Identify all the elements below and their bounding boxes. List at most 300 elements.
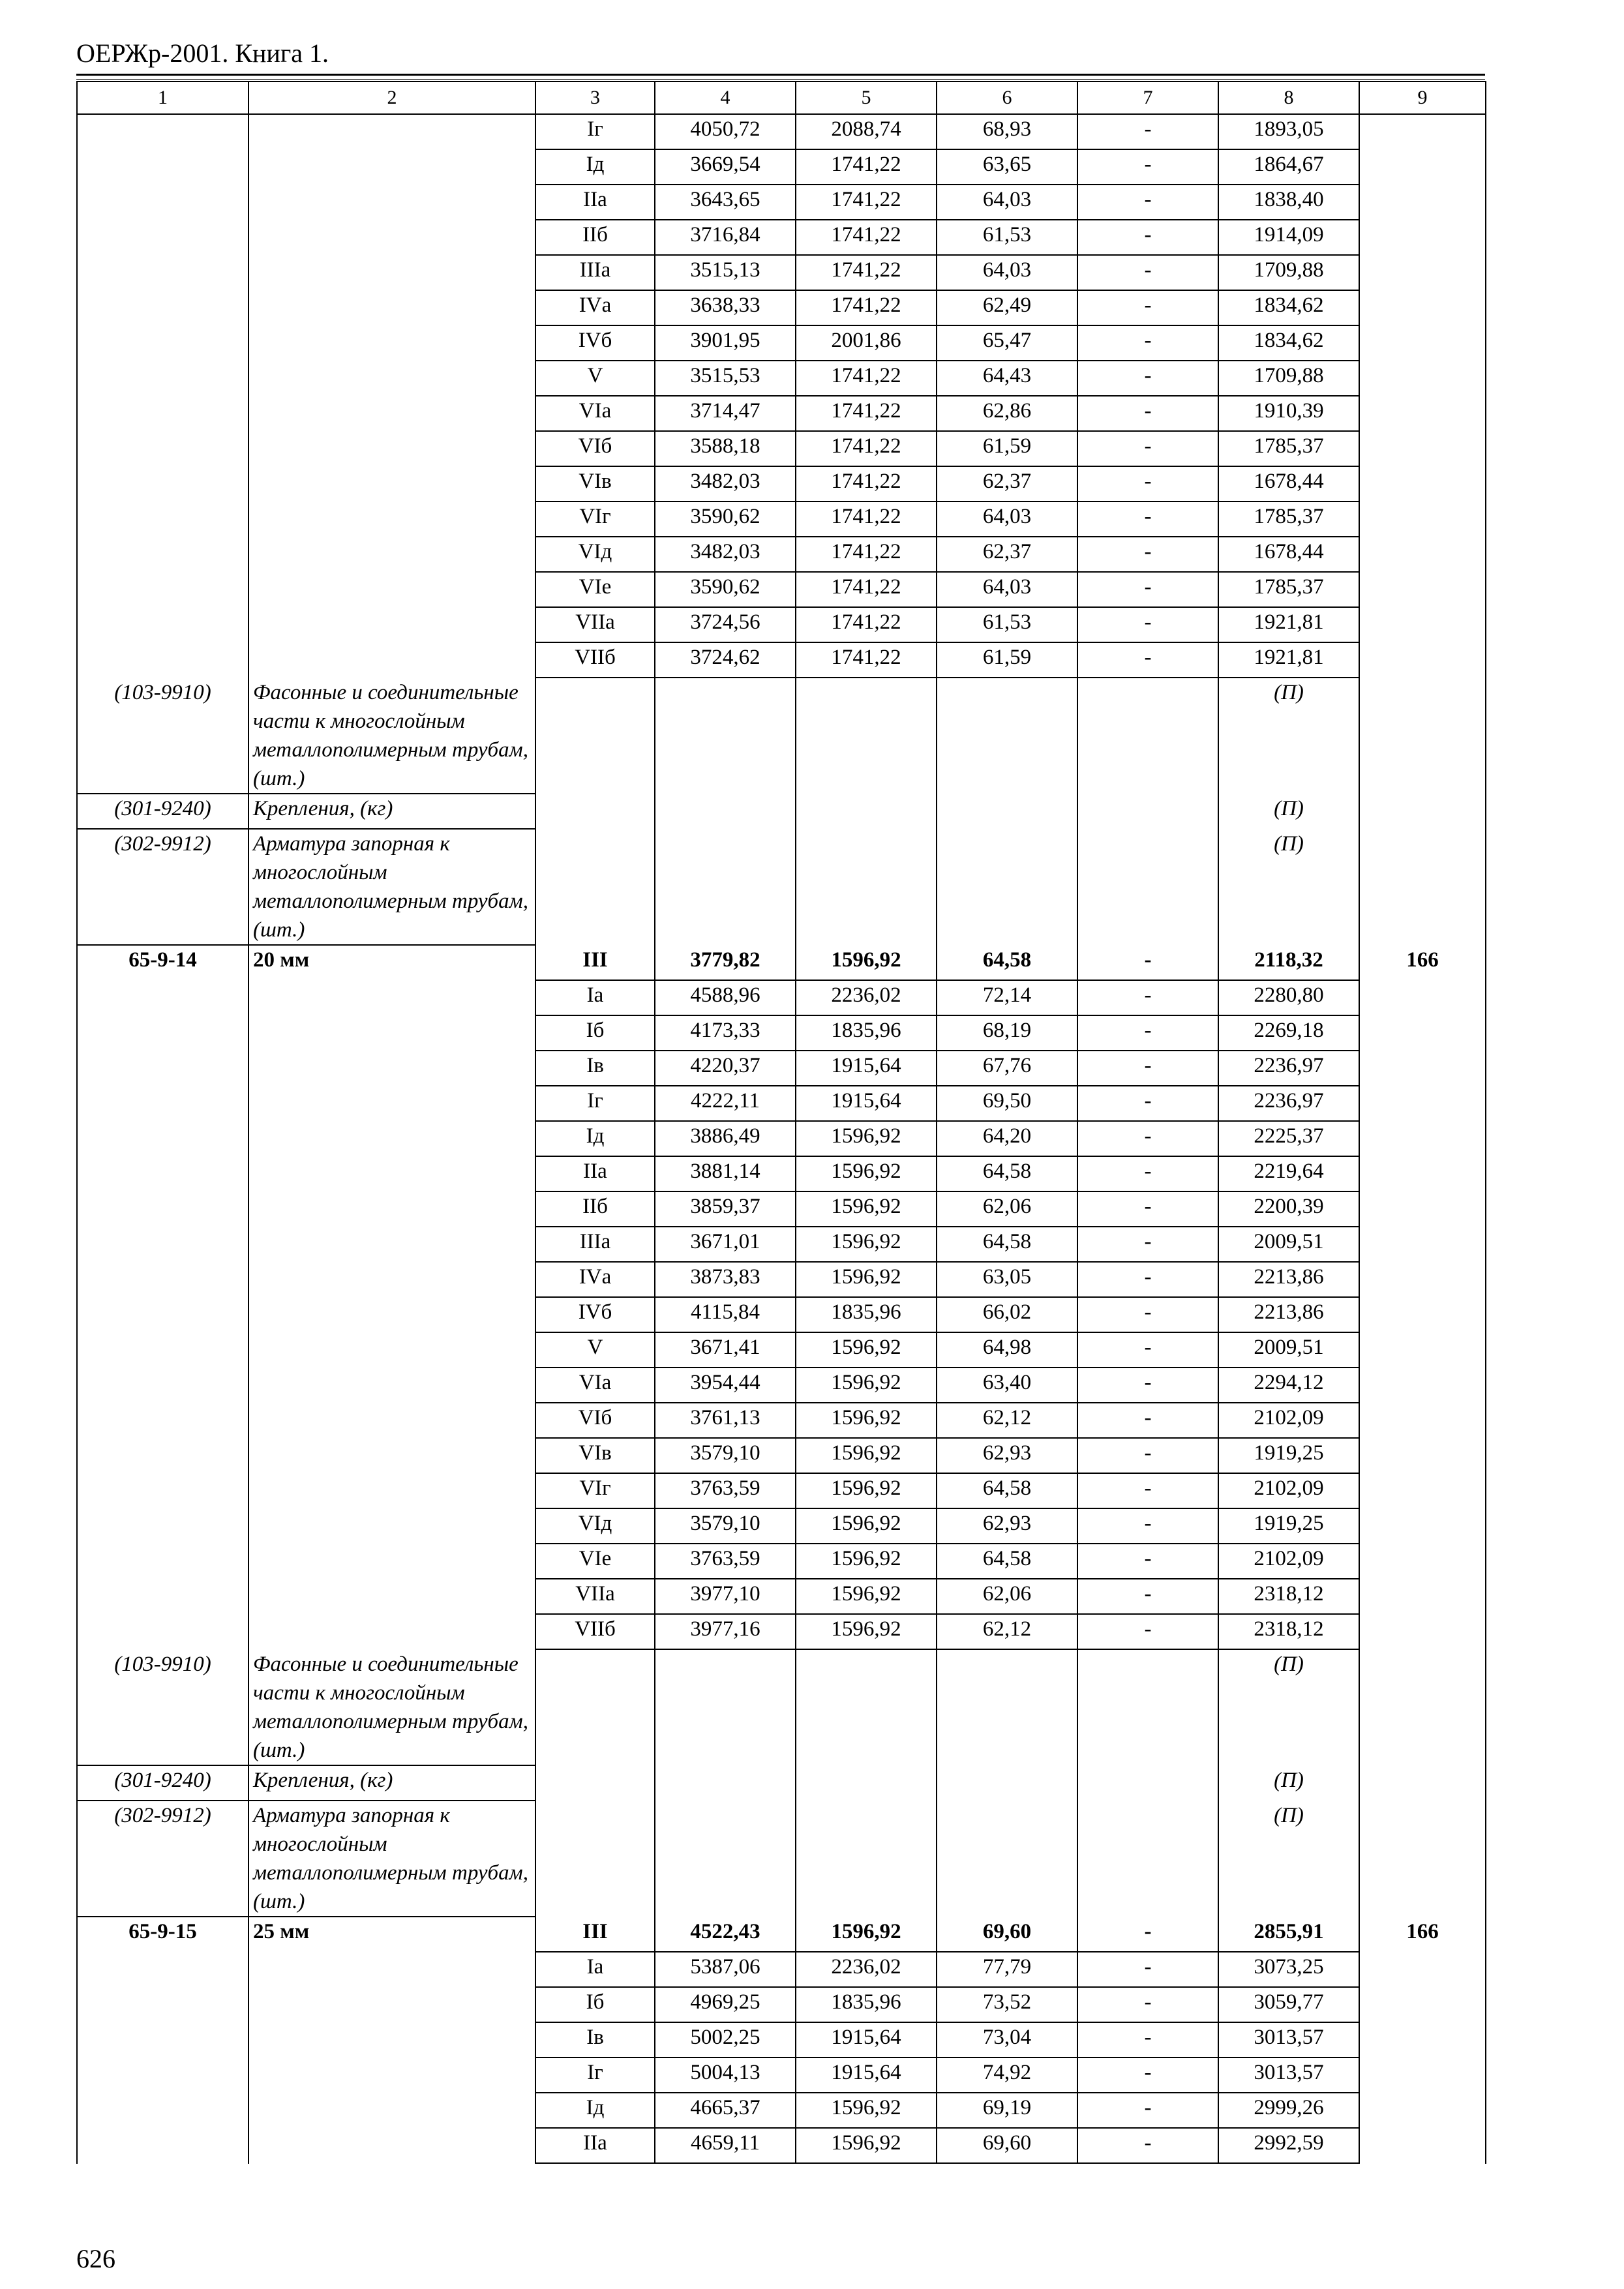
machine-wages-cell: - (1077, 290, 1218, 325)
zone-cell: VIе (535, 572, 655, 607)
machine-wages-cell: - (1077, 1156, 1218, 1191)
machine-cost-cell: 64,58 (937, 945, 1077, 980)
machine-cost-cell: 64,58 (937, 1227, 1077, 1262)
wages-cell: 1596,92 (796, 2093, 937, 2128)
empty-cell (796, 678, 937, 794)
header-rule-thin (76, 79, 1485, 80)
empty-cell (1359, 678, 1486, 794)
wages-cell: 1741,22 (796, 501, 937, 537)
machine-cost-cell: 62,12 (937, 1403, 1077, 1438)
zone-cell: VIIб (535, 1614, 655, 1649)
materials-cell: 2236,97 (1218, 1051, 1359, 1086)
wages-cell: 1915,64 (796, 1051, 937, 1086)
total-cost-cell: 3588,18 (655, 431, 796, 466)
wages-cell: 1741,22 (796, 431, 937, 466)
zone-cell: VIIа (535, 607, 655, 642)
total-cost-cell: 3714,47 (655, 396, 796, 431)
zone-cell: IVа (535, 290, 655, 325)
empty-cell (1359, 829, 1486, 945)
machine-cost-cell: 69,50 (937, 1086, 1077, 1121)
name-cell (248, 114, 535, 678)
materials-cell: 2318,12 (1218, 1614, 1359, 1649)
machine-wages-cell: - (1077, 114, 1218, 149)
materials-cell: 2855,91 (1218, 1917, 1359, 1952)
machine-wages-cell: - (1077, 2022, 1218, 2057)
machine-cost-cell: 68,19 (937, 1015, 1077, 1051)
zone-cell: VIб (535, 1403, 655, 1438)
machine-wages-cell: - (1077, 325, 1218, 361)
machine-cost-cell: 73,04 (937, 2022, 1077, 2057)
materials-cell: 1834,62 (1218, 325, 1359, 361)
table-body (77, 114, 1486, 2163)
machine-cost-cell: 62,49 (937, 290, 1077, 325)
total-cost-cell: 3724,56 (655, 607, 796, 642)
materials-cell: 2225,37 (1218, 1121, 1359, 1156)
machine-cost-cell: 66,02 (937, 1297, 1077, 1332)
machine-wages-cell: - (1077, 185, 1218, 220)
zone-cell: IVа (535, 1262, 655, 1297)
materials-cell: 1919,25 (1218, 1508, 1359, 1544)
materials-cell: 1678,44 (1218, 466, 1359, 501)
zone-cell: V (535, 1332, 655, 1368)
wages-cell: 1596,92 (796, 1473, 937, 1508)
empty-cell (937, 829, 1077, 945)
machine-wages-cell: - (1077, 1227, 1218, 1262)
empty-cell (1359, 794, 1486, 829)
empty-cell (655, 678, 796, 794)
machine-cost-cell: 73,52 (937, 1987, 1077, 2022)
empty-cell (535, 1649, 655, 1765)
zone-cell: Iб (535, 1987, 655, 2022)
material-row (77, 678, 1486, 794)
zone-cell: VIв (535, 1438, 655, 1473)
machine-wages-cell: - (1077, 980, 1218, 1015)
machine-cost-cell: 69,19 (937, 2093, 1077, 2128)
total-cost-cell: 3671,01 (655, 1227, 796, 1262)
machine-cost-cell: 61,59 (937, 642, 1077, 678)
wages-cell: 1596,92 (796, 1917, 937, 1952)
total-cost-cell: 3579,10 (655, 1438, 796, 1473)
zone-cell: VIб (535, 431, 655, 466)
column-number: 3 (535, 82, 655, 114)
machine-wages-cell: - (1077, 945, 1218, 980)
machine-wages-cell: - (1077, 1473, 1218, 1508)
col9-cell (1359, 114, 1486, 678)
total-cost-cell: 3482,03 (655, 537, 796, 572)
empty-cell (655, 1649, 796, 1765)
zone-cell: IIб (535, 220, 655, 255)
wages-cell: 1741,22 (796, 607, 937, 642)
machine-wages-cell: - (1077, 255, 1218, 290)
total-cost-cell: 3515,13 (655, 255, 796, 290)
machine-wages-cell: - (1077, 1015, 1218, 1051)
zone-cell: VIа (535, 396, 655, 431)
machine-wages-cell: - (1077, 1544, 1218, 1579)
machine-cost-cell: 64,03 (937, 501, 1077, 537)
total-cost-cell: 3881,14 (655, 1156, 796, 1191)
empty-cell (937, 794, 1077, 829)
empty-cell (937, 1765, 1077, 1801)
zone-cell: IIа (535, 2128, 655, 2163)
wages-cell: 1596,92 (796, 1191, 937, 1227)
machine-wages-cell: - (1077, 431, 1218, 466)
machine-wages-cell: - (1077, 572, 1218, 607)
wages-cell: 1741,22 (796, 255, 937, 290)
wages-cell: 1741,22 (796, 572, 937, 607)
material-row (77, 829, 1486, 945)
material-code: (301-9240) (77, 794, 248, 829)
materials-cell: 2219,64 (1218, 1156, 1359, 1191)
empty-cell (1077, 794, 1218, 829)
zone-cell: VIIа (535, 1579, 655, 1614)
machine-wages-cell: - (1077, 1368, 1218, 1403)
machine-cost-cell: 64,03 (937, 185, 1077, 220)
material-note: (П) (1218, 1765, 1359, 1801)
machine-wages-cell: - (1077, 1987, 1218, 2022)
machine-cost-cell: 62,06 (937, 1191, 1077, 1227)
wages-cell: 1596,92 (796, 1508, 937, 1544)
zone-cell: VIд (535, 537, 655, 572)
material-code: (103-9910) (77, 678, 248, 794)
wages-cell: 1596,92 (796, 1227, 937, 1262)
machine-cost-cell: 61,53 (937, 607, 1077, 642)
zone-cell: VIг (535, 501, 655, 537)
machine-wages-cell: - (1077, 2128, 1218, 2163)
total-cost-cell: 4050,72 (655, 114, 796, 149)
machine-cost-cell: 64,98 (937, 1332, 1077, 1368)
empty-cell (655, 829, 796, 945)
materials-cell: 1919,25 (1218, 1438, 1359, 1473)
machine-wages-cell: - (1077, 537, 1218, 572)
total-cost-cell: 3515,53 (655, 361, 796, 396)
material-name: Фасонные и соединительные части к многослойным металлополимерным трубам, (шт.) (248, 678, 535, 794)
column-number-row (77, 82, 1486, 114)
wages-cell: 2001,86 (796, 325, 937, 361)
total-cost-cell: 3779,82 (655, 945, 796, 980)
zone-cell: IIа (535, 185, 655, 220)
total-cost-cell: 3590,62 (655, 501, 796, 537)
column-number: 4 (655, 82, 796, 114)
machine-cost-cell: 64,43 (937, 361, 1077, 396)
zone-cell: Iв (535, 1051, 655, 1086)
materials-cell: 3013,57 (1218, 2022, 1359, 2057)
material-name: Арматура запорная к многослойным металлополимерным трубам, (шт.) (248, 1801, 535, 1917)
col9-cell: 166 (1359, 1917, 1486, 2163)
materials-cell: 3059,77 (1218, 1987, 1359, 2022)
materials-cell: 2269,18 (1218, 1015, 1359, 1051)
material-row (77, 1649, 1486, 1765)
zone-cell: VIд (535, 1508, 655, 1544)
machine-wages-cell: - (1077, 1438, 1218, 1473)
material-code: (302-9912) (77, 1801, 248, 1917)
machine-cost-cell: 64,20 (937, 1121, 1077, 1156)
machine-cost-cell: 63,05 (937, 1262, 1077, 1297)
zone-cell: Iг (535, 2057, 655, 2093)
material-note: (П) (1218, 829, 1359, 945)
zone-cell: III (535, 945, 655, 980)
machine-cost-cell: 62,93 (937, 1508, 1077, 1544)
materials-cell: 2102,09 (1218, 1403, 1359, 1438)
zone-cell: IIIа (535, 255, 655, 290)
materials-cell: 3073,25 (1218, 1952, 1359, 1987)
zone-cell: VIIб (535, 642, 655, 678)
wages-cell: 1596,92 (796, 1614, 937, 1649)
wages-cell: 1741,22 (796, 396, 937, 431)
wages-cell: 1596,92 (796, 1156, 937, 1191)
machine-cost-cell: 64,03 (937, 255, 1077, 290)
total-cost-cell: 5002,25 (655, 2022, 796, 2057)
total-cost-cell: 3724,62 (655, 642, 796, 678)
empty-cell (535, 829, 655, 945)
total-cost-cell: 5387,06 (655, 1952, 796, 1987)
column-number: 6 (937, 82, 1077, 114)
wages-cell: 1741,22 (796, 642, 937, 678)
material-note: (П) (1218, 794, 1359, 829)
wages-cell: 1596,92 (796, 1544, 937, 1579)
machine-cost-cell: 63,40 (937, 1368, 1077, 1403)
materials-cell: 2294,12 (1218, 1368, 1359, 1403)
base-rate-row (77, 1917, 1486, 1952)
machine-cost-cell: 69,60 (937, 2128, 1077, 2163)
machine-wages-cell: - (1077, 1086, 1218, 1121)
empty-cell (1359, 1801, 1486, 1917)
rate-row (77, 114, 1486, 149)
empty-cell (1077, 829, 1218, 945)
total-cost-cell: 4588,96 (655, 980, 796, 1015)
materials-cell: 1893,05 (1218, 114, 1359, 149)
wages-cell: 1835,96 (796, 1987, 937, 2022)
materials-cell: 1921,81 (1218, 642, 1359, 678)
empty-cell (937, 1801, 1077, 1917)
wages-cell: 1741,22 (796, 537, 937, 572)
machine-wages-cell: - (1077, 149, 1218, 185)
col9-cell: 166 (1359, 945, 1486, 1649)
wages-cell: 1596,92 (796, 1403, 937, 1438)
wages-cell: 1596,92 (796, 1332, 937, 1368)
total-cost-cell: 4115,84 (655, 1297, 796, 1332)
zone-cell: Iд (535, 2093, 655, 2128)
materials-cell: 1914,09 (1218, 220, 1359, 255)
wages-cell: 1835,96 (796, 1297, 937, 1332)
empty-cell (1077, 1801, 1218, 1917)
empty-cell (1077, 678, 1218, 794)
empty-cell (937, 678, 1077, 794)
column-number: 9 (1359, 82, 1486, 114)
empty-cell (1077, 1649, 1218, 1765)
total-cost-cell: 5004,13 (655, 2057, 796, 2093)
materials-cell: 2213,86 (1218, 1297, 1359, 1332)
column-number: 7 (1077, 82, 1218, 114)
page-number: 626 (76, 2244, 115, 2273)
material-name: Крепления, (кг) (248, 1765, 535, 1801)
empty-cell (796, 1765, 937, 1801)
zone-cell: IVб (535, 325, 655, 361)
zone-cell: V (535, 361, 655, 396)
machine-cost-cell: 67,76 (937, 1051, 1077, 1086)
machine-wages-cell: - (1077, 361, 1218, 396)
material-note: (П) (1218, 678, 1359, 794)
wages-cell: 1596,92 (796, 1121, 937, 1156)
empty-cell (1359, 1649, 1486, 1765)
machine-cost-cell: 62,93 (937, 1438, 1077, 1473)
zone-cell: IIа (535, 1156, 655, 1191)
wages-cell: 1596,92 (796, 1262, 937, 1297)
machine-wages-cell: - (1077, 1508, 1218, 1544)
zone-cell: VIг (535, 1473, 655, 1508)
total-cost-cell: 4522,43 (655, 1917, 796, 1952)
machine-cost-cell: 64,58 (937, 1156, 1077, 1191)
machine-wages-cell: - (1077, 1614, 1218, 1649)
machine-wages-cell: - (1077, 1121, 1218, 1156)
total-cost-cell: 3638,33 (655, 290, 796, 325)
total-cost-cell: 3886,49 (655, 1121, 796, 1156)
zone-cell: Iа (535, 1952, 655, 1987)
machine-cost-cell: 68,93 (937, 114, 1077, 149)
machine-cost-cell: 61,59 (937, 431, 1077, 466)
total-cost-cell: 3859,37 (655, 1191, 796, 1227)
machine-cost-cell: 64,03 (937, 572, 1077, 607)
machine-cost-cell: 63,65 (937, 149, 1077, 185)
wages-cell: 1596,92 (796, 2128, 937, 2163)
total-cost-cell: 3579,10 (655, 1508, 796, 1544)
total-cost-cell: 3590,62 (655, 572, 796, 607)
total-cost-cell: 3977,16 (655, 1614, 796, 1649)
machine-wages-cell: - (1077, 466, 1218, 501)
column-number: 2 (248, 82, 535, 114)
total-cost-cell: 3716,84 (655, 220, 796, 255)
machine-wages-cell: - (1077, 1917, 1218, 1952)
zone-cell: VIе (535, 1544, 655, 1579)
machine-cost-cell: 62,86 (937, 396, 1077, 431)
empty-cell (535, 1765, 655, 1801)
machine-cost-cell: 64,58 (937, 1544, 1077, 1579)
empty-cell (535, 794, 655, 829)
materials-cell: 1709,88 (1218, 255, 1359, 290)
material-row (77, 1801, 1486, 1917)
zone-cell: IIIа (535, 1227, 655, 1262)
machine-wages-cell: - (1077, 2093, 1218, 2128)
wages-cell: 2236,02 (796, 1952, 937, 1987)
material-name: Крепления, (кг) (248, 794, 535, 829)
materials-cell: 1834,62 (1218, 290, 1359, 325)
machine-wages-cell: - (1077, 1403, 1218, 1438)
materials-cell: 2102,09 (1218, 1544, 1359, 1579)
zone-cell: Iа (535, 980, 655, 1015)
materials-cell: 3013,57 (1218, 2057, 1359, 2093)
materials-cell: 2280,80 (1218, 980, 1359, 1015)
wages-cell: 1741,22 (796, 149, 937, 185)
name-cell: 20 мм (248, 945, 535, 1649)
wages-cell: 2236,02 (796, 980, 937, 1015)
material-note: (П) (1218, 1801, 1359, 1917)
wages-cell: 1915,64 (796, 2022, 937, 2057)
zone-cell: IVб (535, 1297, 655, 1332)
code-cell (77, 114, 248, 678)
zone-cell: Iд (535, 149, 655, 185)
code-cell: 65-9-14 (77, 945, 248, 1649)
total-cost-cell: 3901,95 (655, 325, 796, 361)
machine-wages-cell: - (1077, 1262, 1218, 1297)
materials-cell: 2009,51 (1218, 1227, 1359, 1262)
column-number: 5 (796, 82, 937, 114)
wages-cell: 2088,74 (796, 114, 937, 149)
machine-cost-cell: 62,12 (937, 1614, 1077, 1649)
materials-cell: 2318,12 (1218, 1579, 1359, 1614)
materials-cell: 2102,09 (1218, 1473, 1359, 1508)
machine-wages-cell: - (1077, 220, 1218, 255)
material-name: Арматура запорная к многослойным металлополимерным трубам, (шт.) (248, 829, 535, 945)
header-rule (76, 74, 1485, 76)
material-note: (П) (1218, 1649, 1359, 1765)
material-code: (103-9910) (77, 1649, 248, 1765)
materials-cell: 2009,51 (1218, 1332, 1359, 1368)
materials-cell: 1709,88 (1218, 361, 1359, 396)
name-cell: 25 мм (248, 1917, 535, 2163)
empty-cell (1077, 1765, 1218, 1801)
empty-cell (655, 1801, 796, 1917)
wages-cell: 1596,92 (796, 1438, 937, 1473)
total-cost-cell: 3977,10 (655, 1579, 796, 1614)
machine-wages-cell: - (1077, 1579, 1218, 1614)
materials-cell: 1838,40 (1218, 185, 1359, 220)
zone-cell: Iд (535, 1121, 655, 1156)
rates-table (76, 81, 1486, 2164)
machine-wages-cell: - (1077, 396, 1218, 431)
total-cost-cell: 3643,65 (655, 185, 796, 220)
wages-cell: 1741,22 (796, 466, 937, 501)
materials-cell: 1785,37 (1218, 431, 1359, 466)
zone-cell: Iг (535, 114, 655, 149)
machine-cost-cell: 62,06 (937, 1579, 1077, 1614)
total-cost-cell: 3763,59 (655, 1544, 796, 1579)
wages-cell: 1915,64 (796, 1086, 937, 1121)
page-header: ОЕРЖр-2001. Книга 1. (76, 38, 329, 68)
material-row (77, 1765, 1486, 1801)
materials-cell: 2999,26 (1218, 2093, 1359, 2128)
material-name: Фасонные и соединительные части к многослойным металлополимерным трубам, (шт.) (248, 1649, 535, 1765)
total-cost-cell: 3763,59 (655, 1473, 796, 1508)
wages-cell: 1596,92 (796, 945, 937, 980)
empty-cell (535, 1801, 655, 1917)
wages-cell: 1741,22 (796, 185, 937, 220)
code-cell: 65-9-15 (77, 1917, 248, 2163)
total-cost-cell: 3669,54 (655, 149, 796, 185)
total-cost-cell: 4659,11 (655, 2128, 796, 2163)
materials-cell: 2236,97 (1218, 1086, 1359, 1121)
total-cost-cell: 4220,37 (655, 1051, 796, 1086)
material-row (77, 794, 1486, 829)
header-row (77, 82, 1486, 114)
empty-cell (655, 1765, 796, 1801)
materials-cell: 1678,44 (1218, 537, 1359, 572)
zone-cell: Iв (535, 2022, 655, 2057)
materials-cell: 1921,81 (1218, 607, 1359, 642)
machine-wages-cell: - (1077, 1952, 1218, 1987)
wages-cell: 1835,96 (796, 1015, 937, 1051)
machine-cost-cell: 62,37 (937, 466, 1077, 501)
empty-cell (535, 678, 655, 794)
machine-cost-cell: 77,79 (937, 1952, 1077, 1987)
material-code: (302-9912) (77, 829, 248, 945)
wages-cell: 1596,92 (796, 1368, 937, 1403)
machine-wages-cell: - (1077, 501, 1218, 537)
empty-cell (796, 1801, 937, 1917)
machine-cost-cell: 64,58 (937, 1473, 1077, 1508)
total-cost-cell: 3761,13 (655, 1403, 796, 1438)
machine-wages-cell: - (1077, 1332, 1218, 1368)
empty-cell (796, 1649, 937, 1765)
machine-wages-cell: - (1077, 1051, 1218, 1086)
